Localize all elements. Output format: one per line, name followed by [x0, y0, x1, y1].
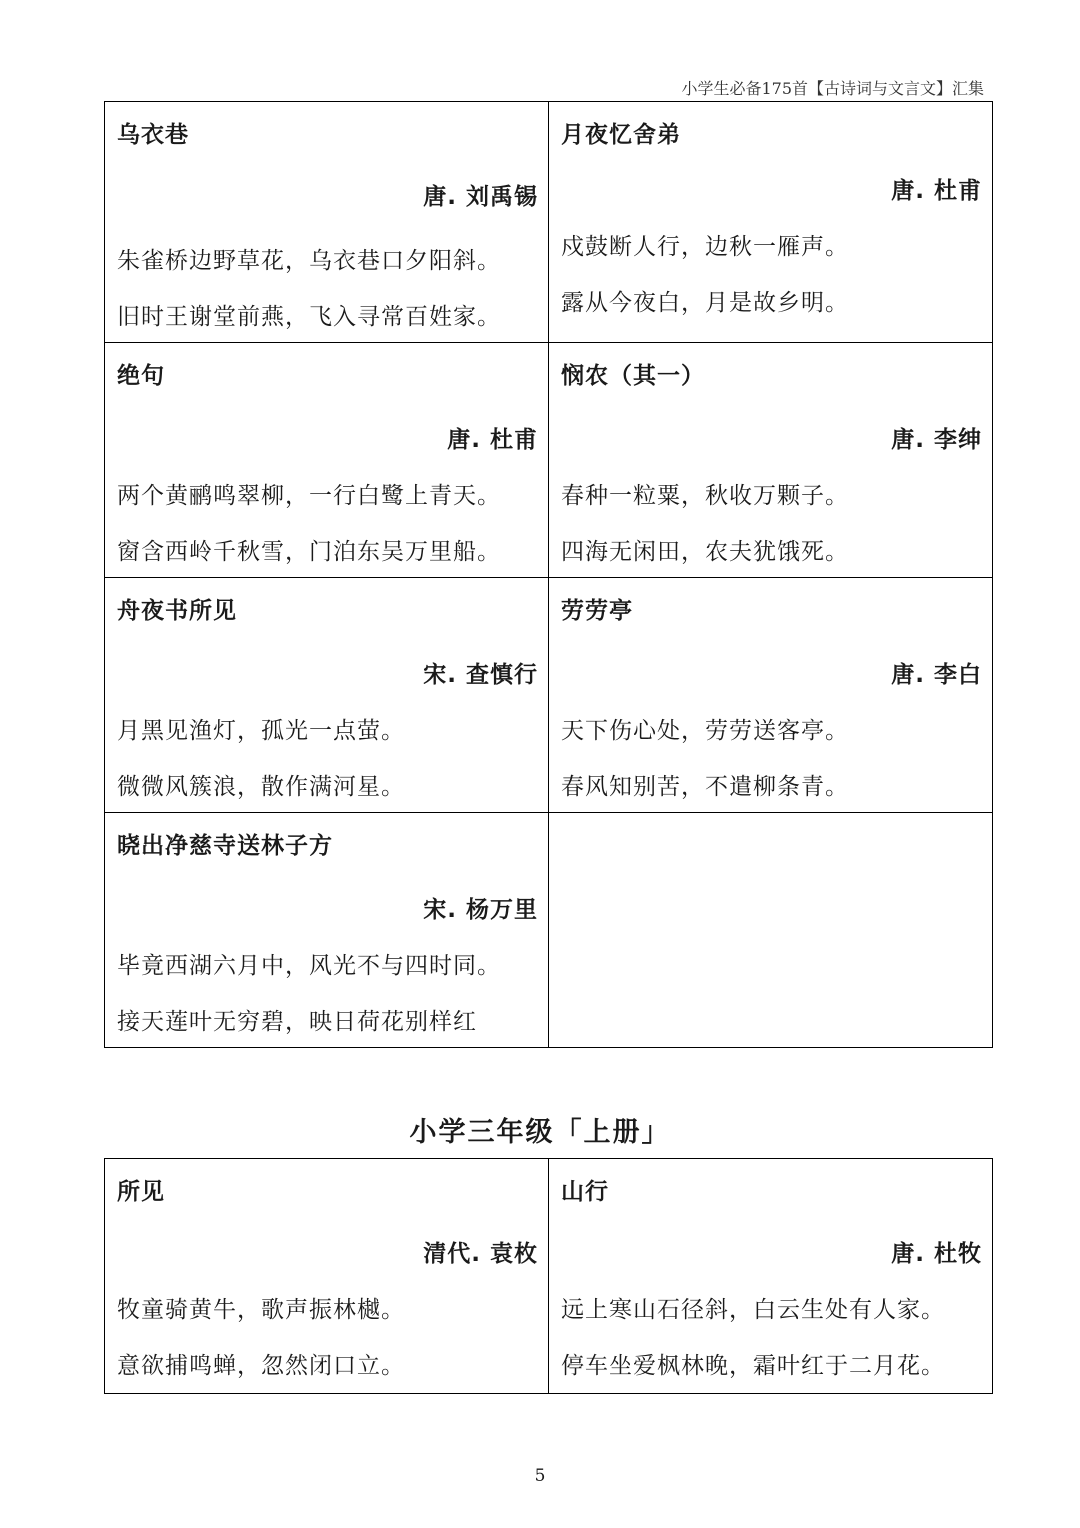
table-row: [105, 102, 993, 343]
poem-line: 接天莲叶无穷碧，映日荷花别样红: [117, 1009, 477, 1035]
poem-line: 毕竟西湖六月中，风光不与四时同。: [117, 953, 501, 979]
poem-cell: [549, 1159, 993, 1394]
poem-line: 戍鼓断人行，边秋一雁声。: [561, 234, 849, 260]
poem-author: 唐. 杜牧: [891, 1241, 982, 1267]
running-header: 小学生必备175首【古诗词与文言文】汇集: [681, 79, 984, 98]
poem-title: 山行: [561, 1179, 609, 1205]
poem-line: 牧童骑黄牛，歌声振林樾。: [117, 1297, 405, 1323]
poem-author: 唐. 李绅: [891, 427, 982, 453]
poem-author: 唐. 李白: [891, 662, 982, 688]
poem-line: 窗含西岭千秋雪，门泊东吴万里船。: [117, 539, 501, 565]
poem-line: 四海无闲田，农夫犹饿死。: [561, 539, 849, 565]
poem-cell: [105, 578, 549, 813]
poem-cell: [549, 343, 993, 578]
table-row: [105, 1159, 993, 1394]
table-row: [105, 343, 993, 578]
poem-title: 所见: [117, 1179, 165, 1205]
poem-title: 舟夜书所见: [117, 598, 237, 624]
poem-line: 露从今夜白，月是故乡明。: [561, 290, 849, 316]
page-number: 5: [534, 1466, 546, 1486]
poem-author: 唐. 杜甫: [891, 178, 982, 204]
poem-line: 春种一粒粟，秋收万颗子。: [561, 483, 849, 509]
poem-line: 远上寒山石径斜，白云生处有人家。: [561, 1297, 945, 1323]
poem-cell: [105, 102, 549, 343]
poem-title: 绝句: [117, 363, 165, 389]
table-row: [105, 813, 993, 1048]
poem-cell: [105, 1159, 549, 1394]
poem-author: 清代. 袁枚: [423, 1241, 538, 1267]
poem-line: 春风知别苦，不遣柳条青。: [561, 774, 849, 800]
poem-author: 唐. 杜甫: [447, 427, 538, 453]
poem-title: 晓出净慈寺送林子方: [117, 833, 333, 859]
poem-table-2: [104, 1158, 993, 1394]
poem-author: 宋. 查慎行: [423, 662, 538, 688]
poem-title: 悯农（其一）: [561, 363, 705, 389]
poem-line: 天下伤心处，劳劳送客亭。: [561, 718, 849, 744]
poem-title: 劳劳亭: [561, 598, 633, 624]
poem-line: 微微风簇浪，散作满河星。: [117, 774, 405, 800]
table-row: [105, 578, 993, 813]
poem-title: 月夜忆舍弟: [561, 122, 681, 148]
poem-cell: [549, 102, 993, 343]
poem-line: 意欲捕鸣蝉，忽然闭口立。: [117, 1353, 405, 1379]
poem-author: 唐. 刘禹锡: [423, 184, 538, 210]
poem-line: 月黑见渔灯，孤光一点萤。: [117, 718, 405, 744]
poem-line: 朱雀桥边野草花，乌衣巷口夕阳斜。: [117, 248, 501, 274]
section-title: 小学三年级「上册」: [409, 1117, 671, 1148]
poem-title: 乌衣巷: [117, 122, 189, 148]
poem-table-1: [104, 101, 993, 1048]
poem-cell: [549, 578, 993, 813]
poem-cell: [105, 813, 549, 1048]
poem-line: 两个黄鹂鸣翠柳，一行白鹭上青天。: [117, 483, 501, 509]
empty-cell: [549, 813, 993, 1048]
poem-line: 停车坐爱枫林晚，霜叶红于二月花。: [561, 1353, 945, 1379]
poem-line: 旧时王谢堂前燕，飞入寻常百姓家。: [117, 304, 501, 330]
poem-author: 宋. 杨万里: [423, 897, 538, 923]
poem-cell: [105, 343, 549, 578]
